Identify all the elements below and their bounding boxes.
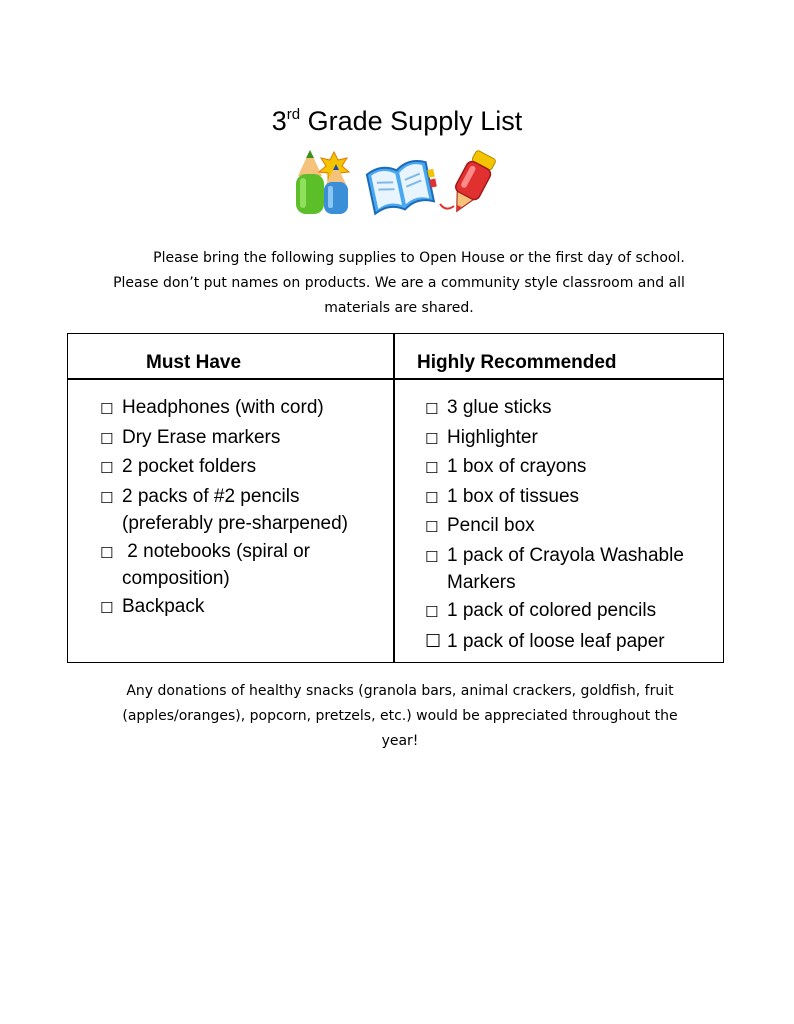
item-text: Headphones (with cord) [122,397,324,418]
list-item [425,512,720,542]
list-item [425,453,720,483]
list-item [100,424,390,454]
item-text: 2 packs of #2 pencils [122,485,300,507]
checkbox-icon[interactable]: ☐ [100,429,114,448]
open-book-icon [366,157,440,215]
must-have-header: Must Have [146,352,242,373]
header-divider [68,378,723,380]
item-text: 1 box of crayons [447,456,587,477]
donations-note [100,679,700,754]
list-item [100,394,390,424]
list-item [100,538,390,593]
intro-line-1: Please bring the following supplies to Open House or the first day of school. [153,250,685,266]
checkbox-icon[interactable]: ☐ [425,602,439,621]
list-item [100,453,390,483]
footer-line-2: (apples/oranges), popcorn, pretzels, etc.) would be appreciated throughout the [122,708,678,724]
must-have-list [100,394,390,622]
intro-line-3: materials are shared. [324,300,474,316]
school-supplies-clipart [290,146,500,218]
title-number: 3 [271,106,287,136]
checkbox-icon[interactable]: ☐ [425,518,439,536]
item-text: 3 glue sticks [447,397,552,418]
item-text-continued: Markers [447,572,516,593]
footer-line-3: year! [381,733,419,749]
page-title [0,106,794,137]
item-text: 1 pack of Crayola Washable [447,544,684,566]
item-text: Backpack [122,595,205,617]
list-item [425,394,720,424]
list-item [425,424,720,454]
list-item [100,483,390,538]
checkbox-icon[interactable]: ☐ [100,488,114,507]
checkbox-icon[interactable]: ☐ [100,543,114,562]
checkbox-icon[interactable]: ☐ [425,400,439,418]
checkbox-icon[interactable]: ☐ [100,459,114,477]
title-text: Grade Supply List [307,106,523,136]
checkbox-icon[interactable]: ☐ [425,488,439,507]
checkbox-icon[interactable]: ☐ [425,459,439,477]
list-item [425,628,720,656]
item-text: 1 box of tissues [447,485,580,507]
item-text: Pencil box [447,515,535,536]
intro-paragraph [104,246,694,321]
list-item [100,593,390,623]
item-text: 1 pack of colored pencils [447,599,657,621]
checkbox-icon[interactable]: ☐ [425,631,442,652]
checkbox-icon[interactable]: ☐ [425,547,439,566]
item-text: Dry Erase markers [122,426,281,448]
list-item [425,597,720,627]
item-text: Highlighter [447,426,538,448]
item-text-continued: composition) [122,568,230,589]
item-text: 1 pack of loose leaf paper [447,631,665,652]
recommended-list [425,394,720,656]
column-divider [393,334,395,662]
list-item [425,483,720,513]
checkbox-icon[interactable]: ☐ [100,400,114,418]
checkbox-icon[interactable]: ☐ [100,598,114,617]
intro-line-2: Please don’t put names on products. We are a community style classroom and all [113,275,685,291]
item-text: 2 notebooks (spiral or [122,540,310,562]
checkbox-icon[interactable]: ☐ [425,429,439,448]
list-item [425,542,720,597]
recommended-header: Highly Recommended [417,352,617,373]
supply-table [67,333,724,663]
green-crayon-icon [296,150,324,214]
title-suffix: rd [286,106,301,123]
item-text: 2 pocket folders [122,456,257,477]
footer-line-1: Any donations of healthy snacks (granola bars, animal crackers, goldfish, fruit [126,683,674,699]
item-text-continued: (preferably pre-sharpened) [122,513,349,534]
